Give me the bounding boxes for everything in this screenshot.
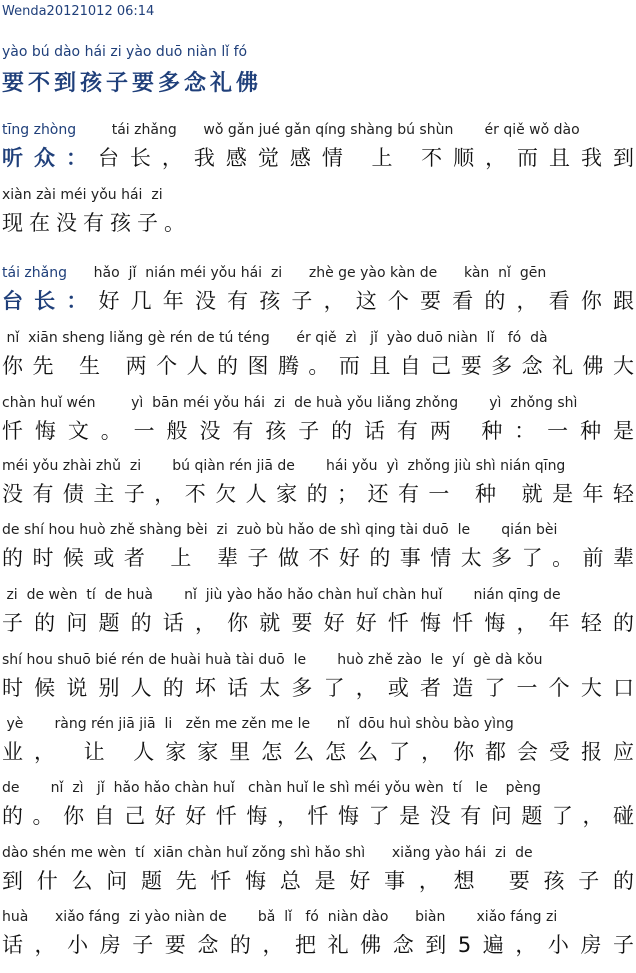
pinyin-line: méi yǒu zhài zhǔ zi bú qiàn rén jiā de hái yǒu yì zhǒng jiù shì nián qīng <box>2 458 566 474</box>
text-line-8 <box>0 587 636 637</box>
text-line-11 <box>0 780 636 830</box>
pinyin-line: nǐ xiān sheng liǎng gè rén de tú téng ér qiě zì jǐ yào duō niàn lǐ fó dà <box>2 330 548 346</box>
pinyin-text: hǎo jǐ nián méi yǒu hái zi zhè ge yào kàn de kàn nǐ gēn <box>66 265 547 281</box>
text-line-9 <box>0 652 636 702</box>
chinese-text: 台长，我感觉感情 上 不顺，而且我到 <box>97 146 634 170</box>
chinese-line: 的。你自己好好忏悔，忏悔了是没有问题了，碰 <box>2 804 634 828</box>
text-line-13 <box>0 909 636 959</box>
pinyin-text: tái zhǎng wǒ gǎn jué gǎn qíng shàng bú shùn ér qiě wǒ dào <box>76 122 580 138</box>
chinese-text: 好几年没有孩子，这个要看的，看你跟 <box>98 289 635 313</box>
chinese-line: 忏悔文。一般没有孩子的话有两 种：一种是 <box>2 419 634 443</box>
text-line-3 <box>0 265 636 315</box>
chinese-line: 话，小房子要念的，把礼佛念到5遍，小房子 <box>2 933 634 957</box>
text-line-1 <box>0 122 636 172</box>
chinese-line <box>0 144 636 172</box>
document-title: 要不到孩子要多念礼佛 <box>2 71 263 96</box>
pinyin-line: huà xiǎo fáng zi yào niàn de bǎ lǐ fó niàn dào biàn xiǎo fáng zi <box>2 909 558 925</box>
pinyin-line: chàn huǐ wén yì bān méi yǒu hái zi de huà yǒu liǎng zhǒng yì zhǒng shì <box>2 395 578 411</box>
text-line-5 <box>0 395 636 445</box>
speaker-pinyin: tīng zhòng <box>2 122 77 138</box>
speaker-pinyin: tái zhǎng <box>2 265 67 281</box>
pinyin-line: zi de wèn tí de huà nǐ jiù yào hǎo hǎo chàn huǐ chàn huǐ nián qīng de <box>2 587 561 603</box>
chinese-line: 现在没有孩子。 <box>2 211 191 235</box>
chinese-line: 子的问题的话，你就要好好忏悔忏悔，年轻的 <box>2 611 634 635</box>
text-line-4 <box>0 330 636 380</box>
chinese-line: 没有债主子，不欠人家的；还有一 种 就是年轻 <box>2 482 634 506</box>
text-line-6 <box>0 458 636 508</box>
text-line-10 <box>0 716 636 766</box>
pinyin-line <box>0 122 636 144</box>
pinyin-line: xiàn zài méi yǒu hái zi <box>2 187 163 203</box>
chinese-line: 到什么问题先忏悔总是好事，想 要孩子的 <box>2 869 634 893</box>
chinese-line: 时候说别人的坏话太多了，或者造了一个大口 <box>2 676 634 700</box>
text-line-12 <box>0 845 636 895</box>
text-line-2 <box>0 187 636 237</box>
speaker-label: 听众： <box>2 146 98 170</box>
pinyin-line: yè ràng rén jiā jiā li zěn me zěn me le nǐ dōu huì shòu bào yìng <box>2 716 514 732</box>
chinese-line: 的时候或者 上 辈子做不好的事情太多了。前辈 <box>2 546 634 570</box>
chinese-line <box>0 287 636 315</box>
pinyin-line: shí hou shuō bié rén de huài huà tài duō le huò zhě zào le yí gè dà kǒu <box>2 652 543 668</box>
text-line-7 <box>0 522 636 572</box>
document-header: Wenda20121012 06:14 <box>2 4 155 19</box>
pinyin-line <box>0 265 636 287</box>
pinyin-line: de nǐ zì jǐ hǎo hǎo chàn huǐ chàn huǐ le shì méi yǒu wèn tí le pèng <box>2 780 541 796</box>
speaker-label: 台长： <box>2 289 99 313</box>
pinyin-line: de shí hou huò zhě shàng bèi zi zuò bù hǎo de shì qing tài duō le qián bèi <box>2 522 558 538</box>
title-pinyin: yào bú dào hái zi yào duō niàn lǐ fó <box>2 44 248 60</box>
chinese-line: 你先 生 两个人的图腾。而且自己要多念礼佛大 <box>2 354 634 378</box>
chinese-line: 业， 让 人家家里怎么怎么了，你都会受报应 <box>2 740 634 764</box>
pinyin-line: dào shén me wèn tí xiān chàn huǐ zǒng shì hǎo shì xiǎng yào hái zi de <box>2 845 533 861</box>
